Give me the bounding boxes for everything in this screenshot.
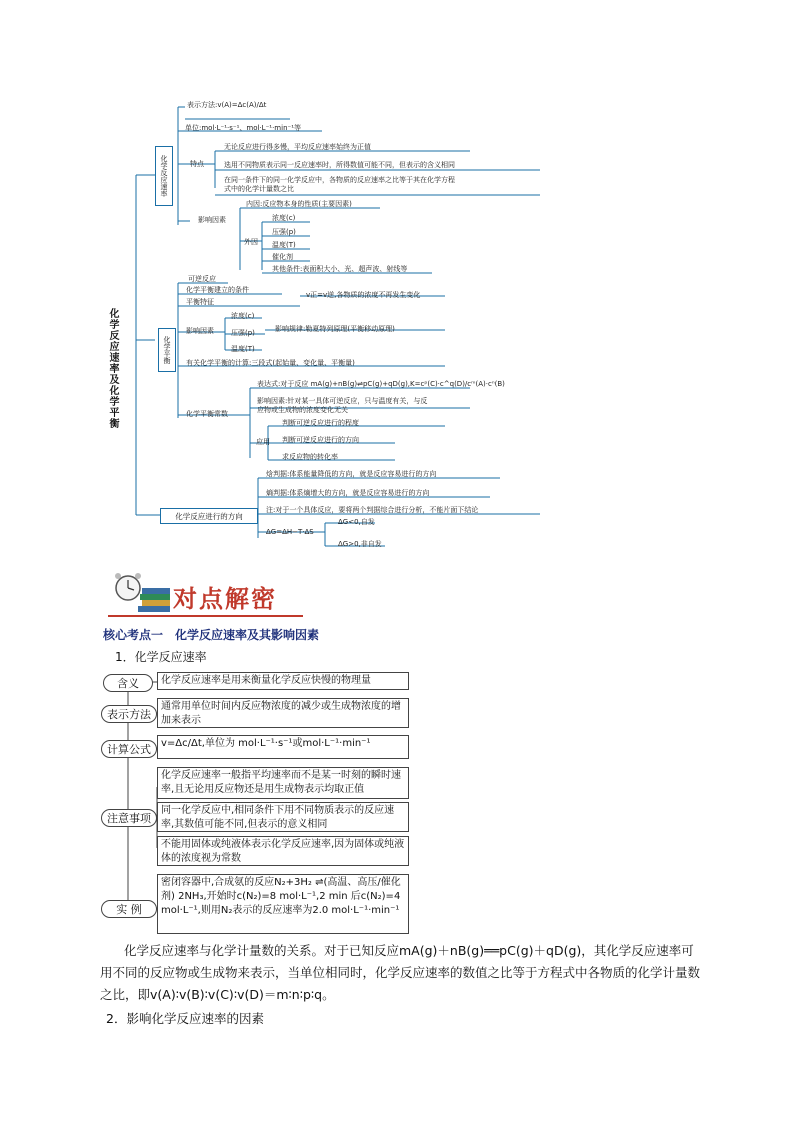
dir-gibbs: ΔG=ΔH−T·ΔS <box>266 528 314 536</box>
equilibrium-branch-label: 化学平衡 <box>158 328 176 372</box>
card-label-meaning: 含义 <box>103 674 153 692</box>
eq-calc: 有关化学平衡的计算:三段式(起始量、变化量、平衡量) <box>186 359 355 367</box>
section-heading: 核心考点一 化学反应速率及其影响因素 <box>103 628 320 642</box>
rate-expression: 表示方法:v(A)=Δc(A)/Δt <box>187 101 267 109</box>
dir-gibbs-negative: ΔG<0,自发 <box>338 518 375 526</box>
eq-apply-label: 应用 <box>256 438 270 446</box>
rate-external-item: 浓度(c) <box>272 214 296 222</box>
card-box: 不能用固体或纯液体表示化学反应速率,因为固体或纯液体的浓度视为常数 <box>157 836 409 866</box>
card-label-formula: 计算公式 <box>101 740 157 758</box>
card-label-notes: 注意事项 <box>101 809 157 827</box>
eq-apply-item: 判断可逆反应进行的方向 <box>282 436 359 444</box>
rate-external-label: 外因 <box>244 238 258 246</box>
eq-constant-factor: 影响因素:针对某一具体可逆反应，只与温度有关，与反 <box>257 397 428 405</box>
rate-internal: 内因:反应物本身的性质(主要因素) <box>246 200 352 208</box>
rate-external-item: 压强(p) <box>272 228 296 236</box>
card-box: 通常用单位时间内反应物浓度的减少或生成物浓度的增加来表示 <box>157 698 409 728</box>
body-paragraph: 化学反应速率与化学计量数的关系。对于已知反应mA(g)＋nB(g)══pC(g)＋qD(g)，其化学反应速率可用不同的反应物或生成物来表示，当单位相同时，化学反应速率的数值之比等于方程式中各物质的化学计量数之比，即v(A)∶v(B)∶v(C)∶v(D)＝m∶n∶p∶q。 <box>100 943 701 1002</box>
rate-feature: 无论反应进行得多慢，平均反应速率始终为正值 <box>224 143 371 151</box>
card-box: 密闭容器中,合成氨的反应N₂+3H₂ ⇌(高温、高压/催化剂) 2NH₃,开始时c(N₂)=8 mol·L⁻¹,2 min 后c(N₂)=4 mol·L⁻¹,则用N₂表示的反应速率为2.0 mol·L⁻¹·min⁻¹ <box>157 874 409 934</box>
rate-feature: 选用不同物质表示同一反应速率时，所得数值可能不同，但表示的含义相同 <box>224 161 455 169</box>
eq-factor: 浓度(c) <box>231 312 255 320</box>
rate-external-item: 催化剂 <box>272 253 293 261</box>
dir-note: 注:对于一个具体反应，要将两个判据综合进行分析，不能片面下结论 <box>266 506 479 514</box>
rate-feature: 在同一条件下的同一化学反应中，各物质的反应速率之比等于其在化学方程 <box>224 176 455 184</box>
rate-branch-label: 化学反应速率 <box>155 146 173 206</box>
eq-apply-item: 判断可逆反应进行的程度 <box>282 419 359 427</box>
direction-branch-label: 化学反应进行的方向 <box>160 508 258 524</box>
rate-feature: 式中的化学计量数之比 <box>224 185 294 193</box>
card-box: 化学反应速率是用来衡量化学反应快慢的物理量 <box>157 672 409 690</box>
eq-constant-factor: 应物或生成物的浓度变化无关 <box>257 406 348 414</box>
eq-constant-expression: 表达式:对于反应 mA(g)+nB(g)⇌pC(g)+qD(g),K=cᵖ(C)·c^q(D)/cᵐ(A)·cⁿ(B) <box>257 380 505 388</box>
eq-apply-item: 求反应物的转化率 <box>282 453 338 461</box>
card-box: 化学反应速率一般指平均速率而不是某一时刻的瞬时速率,且无论用反应物还是用生成物表示均取正值 <box>157 767 409 799</box>
subheading-factors: 2．影响化学反应速率的因素 <box>106 1011 264 1026</box>
banner-title: 对点解密 <box>173 584 277 613</box>
eq-factors-label: 影响因素 <box>186 327 214 335</box>
rate-external-item: 温度(T) <box>272 241 296 249</box>
rate-features-label: 特点 <box>190 160 204 168</box>
rate-factors-label: 影响因素 <box>198 216 226 224</box>
card-box: 同一化学反应中,相同条件下用不同物质表示的反应速率,其数值可能不同,但表示的意义相同 <box>157 802 409 832</box>
eq-factor: 温度(T) <box>231 345 255 353</box>
eq-feature: v正=v逆,各物质的浓度不再发生变化 <box>306 291 421 299</box>
eq-factor: 压强(p) <box>231 329 255 337</box>
subheading-rate: 1．化学反应速率 <box>115 650 207 664</box>
eq-law: 影响规律:勒夏特列原理(平衡移动原理) <box>275 325 395 333</box>
mindmap-root-title: 化学反应速率及化学平衡 <box>107 308 118 429</box>
eq-constant-label: 化学平衡常数 <box>186 410 228 418</box>
eq-feature-label: 平衡特征 <box>186 298 214 306</box>
rate-external-item: 其他条件:表面积大小、光、超声波、射线等 <box>272 265 408 273</box>
eq-condition: 化学平衡建立的条件 <box>186 286 249 294</box>
card-box: v=Δc/Δt,单位为 mol·L⁻¹·s⁻¹或mol·L⁻¹·min⁻¹ <box>157 735 409 759</box>
dir-gibbs-positive: ΔG>0,非自发 <box>338 540 382 548</box>
card-label-example: 实 例 <box>101 900 157 918</box>
card-label-expression: 表示方法 <box>101 705 157 723</box>
eq-reversible: 可逆反应 <box>188 275 216 283</box>
dir-enthalpy: 焓判据:体系能量降低的方向，就是反应容易进行的方向 <box>266 470 437 478</box>
dir-entropy: 熵判据:体系熵增大的方向，就是反应容易进行的方向 <box>266 489 430 497</box>
rate-unit: 单位:mol·L⁻¹·s⁻¹、mol·L⁻¹·min⁻¹等 <box>185 124 302 132</box>
